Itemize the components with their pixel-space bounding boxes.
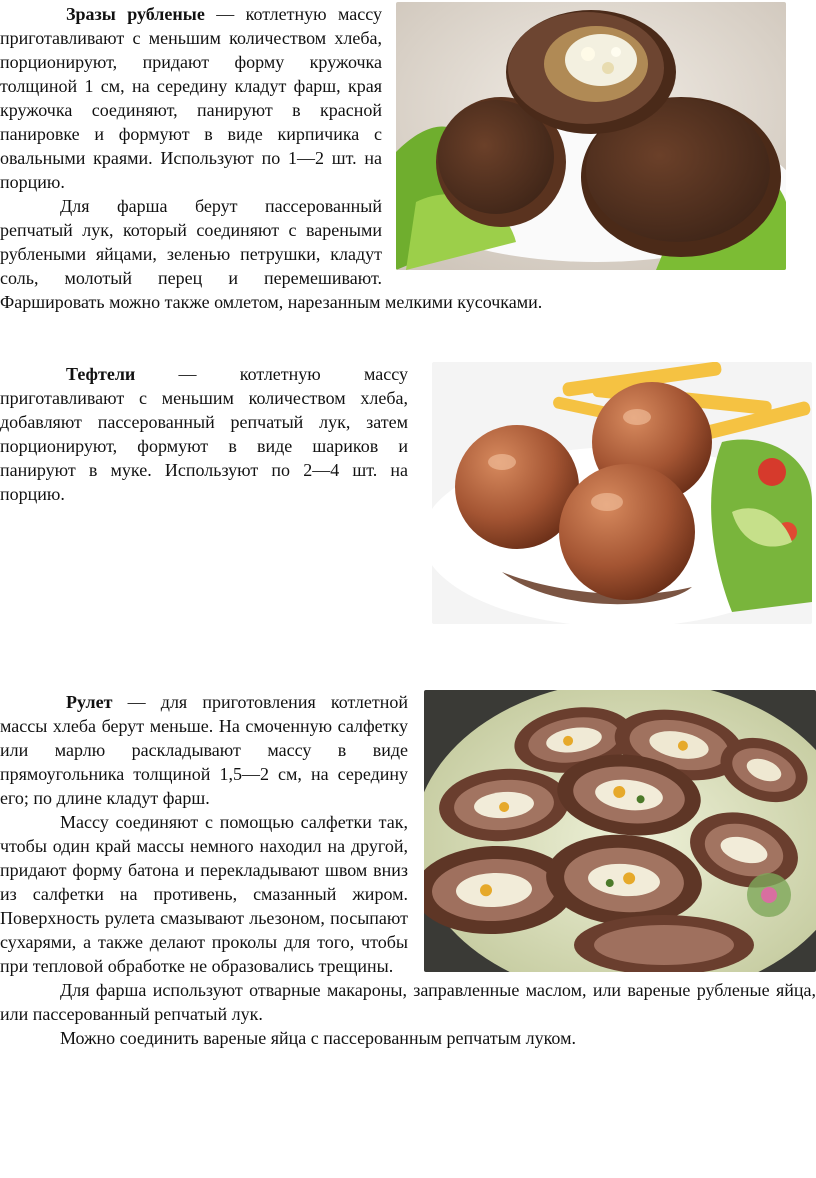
zrazy-lead: Зразы рубленые — котлетную массу приготавливают с меньшим количеством хлеба, порционируют, придают форму кружочка толщиной 1 см, на середину кладут фарш, края кружочка соединяют, панируют в красной панировке и формуют в виде кирпичика с овальными краями. Используют по 1—2 шт. на порцию. xyxy=(0,4,382,192)
tefteli-photo xyxy=(432,362,812,624)
rulet-title: Рулет xyxy=(66,692,113,712)
zrazy-paragraph: Для фарша берут пассерованный репчатый лук, который соединяют с вареными рублеными яйцами, зеленью петрушки, кладут соль, молотый перец и перемешивают. Фаршировать можно также омлетом, нарезанным мелкими кусочками. xyxy=(0,196,543,312)
section-rulet xyxy=(0,690,816,1050)
zrazy-photo xyxy=(396,2,786,270)
tefteli-title: Тефтели xyxy=(66,364,136,384)
rulet-paragraph-2: Для фарша используют отварные макароны, заправленные маслом, или вареные рубленые яйца, или пассерованный репчатый лук. xyxy=(0,980,816,1024)
zrazy-title: Зразы рубленые xyxy=(66,4,205,24)
rulet-paragraph-3: Можно соединить вареные яйца с пассерованным репчатым луком. xyxy=(60,1028,576,1048)
rulet-paragraph-1: Массу соединяют с помощью салфетки так, чтобы один край массы немного находил на другой, придают форму батона и перекладывают швом вниз из салфетки на противень, смазанный жиром. Поверхность рулета смазывают льезоном, посыпают сухарями, а также делают проколы для того, чтобы при тепловой обработке не образовались трещины. xyxy=(0,812,408,976)
section-zrazy xyxy=(0,2,816,314)
rulet-lead: Рулет — для приготовления котлетной массы хлеба берут меньше. На смоченную салфетку или марлю раскладывают массу в виде прямоугольника толщиной 1,5—2 см, на середину его; по длине кладут фарш. xyxy=(0,692,408,808)
section-tefteli xyxy=(0,362,816,624)
rulet-photo xyxy=(424,690,816,972)
tefteli-lead: Тефтели — котлетную массу приготавливают с меньшим количеством хлеба, добавляют пассерованный репчатый лук, затем порционируют, формуют в виде шариков и панируют в муке. Используют по 2—4 шт. на порцию. xyxy=(0,364,408,504)
